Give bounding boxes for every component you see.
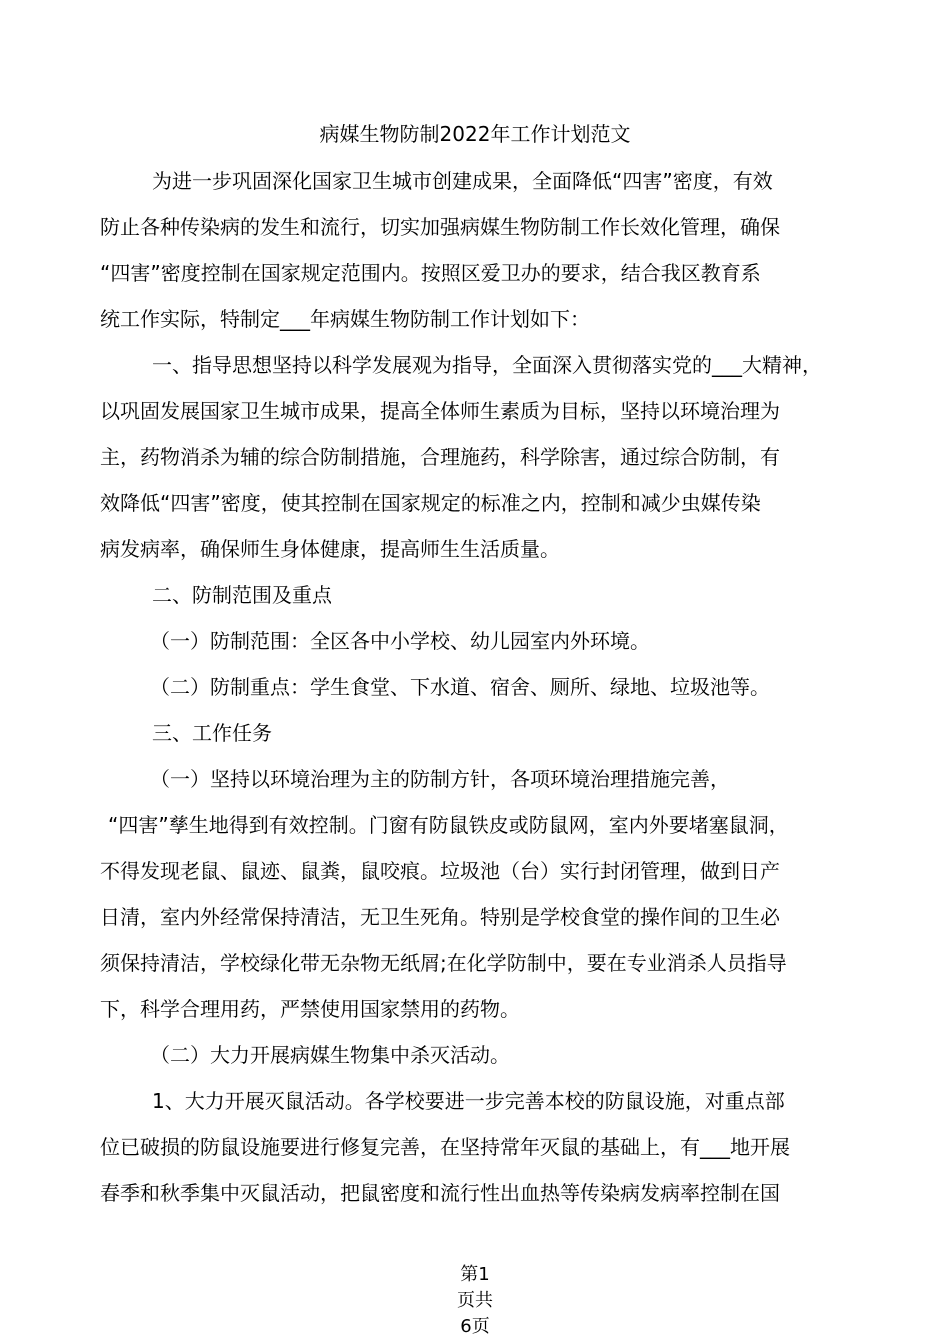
- section-heading: 三、工作任务: [152, 721, 272, 745]
- paragraph-line: （一）防制范围：全区各中小学校、幼儿园室内外环境。: [150, 629, 650, 653]
- paragraph-line: “四害”密度控制在国家规定范围内。按照区爱卫办的要求，结合我区教育系: [100, 261, 761, 285]
- paragraph-line: （二）防制重点：学生食堂、下水道、宿舍、厕所、绿地、垃圾池等。: [150, 675, 770, 699]
- paragraph-line: 效降低“四害”密度，使其控制在国家规定的标准之内，控制和减少虫媒传染: [100, 491, 761, 515]
- page-number-line-1: 第1: [460, 1264, 490, 1285]
- paragraph-line: 须保持清洁，学校绿化带无杂物无纸屑;在化学防制中，要在专业消杀人员指导: [100, 951, 787, 975]
- paragraph-line: （二）大力开展病媒生物集中杀灭活动。: [150, 1043, 510, 1067]
- paragraph-line: 防止各种传染病的发生和流行，切实加强病媒生物防制工作长效化管理，确保: [100, 215, 780, 239]
- paragraph-line: 春季和秋季集中灭鼠活动，把鼠密度和流行性出血热等传染病发病率控制在国: [100, 1181, 780, 1205]
- paragraph-line: 病发病率，确保师生身体健康，提高师生生活质量。: [100, 537, 560, 561]
- paragraph-line: 日清，室内外经常保持清洁，无卫生死角。特别是学校食堂的操作间的卫生必: [100, 905, 780, 929]
- paragraph-line: “四害”孳生地得到有效控制。门窗有防鼠铁皮或防鼠网，室内外要堵塞鼠洞，: [108, 813, 789, 837]
- paragraph-line: 位已破损的防鼠设施要进行修复完善，在坚持常年灭鼠的基础上，有___地开展: [100, 1135, 790, 1159]
- section-heading: 二、防制范围及重点: [152, 583, 332, 607]
- page-number-footer: [0, 1262, 950, 1340]
- paragraph-line: 下，科学合理用药，严禁使用国家禁用的药物。: [100, 997, 520, 1021]
- paragraph-line: 以巩固发展国家卫生城市成果，提高全体师生素质为目标，坚持以环境治理为: [100, 399, 780, 423]
- paragraph-line: 一、指导思想坚持以科学发展观为指导，全面深入贯彻落实党的___大精神，: [152, 353, 822, 377]
- paragraph-line: 主，药物消杀为辅的综合防制措施，合理施药，科学除害，通过综合防制，有: [100, 445, 780, 469]
- document-title: 病媒生物防制2022年工作计划范文: [319, 122, 631, 146]
- paragraph-line: 不得发现老鼠、鼠迹、鼠粪，鼠咬痕。垃圾池（台）实行封闭管理，做到日产: [100, 859, 780, 883]
- page-number-line-3: 6页: [460, 1316, 490, 1337]
- paragraph-line: （一）坚持以环境治理为主的防制方针，各项环境治理措施完善，: [150, 767, 730, 791]
- page-number-line-2: 页共: [457, 1290, 493, 1311]
- paragraph-line: 统工作实际，特制定___年病媒生物防制工作计划如下：: [100, 307, 590, 331]
- paragraph-line: 1、大力开展灭鼠活动。各学校要进一步完善本校的防鼠设施，对重点部: [152, 1089, 785, 1113]
- paragraph-line: 为进一步巩固深化国家卫生城市创建成果，全面降低“四害”密度，有效: [152, 169, 773, 193]
